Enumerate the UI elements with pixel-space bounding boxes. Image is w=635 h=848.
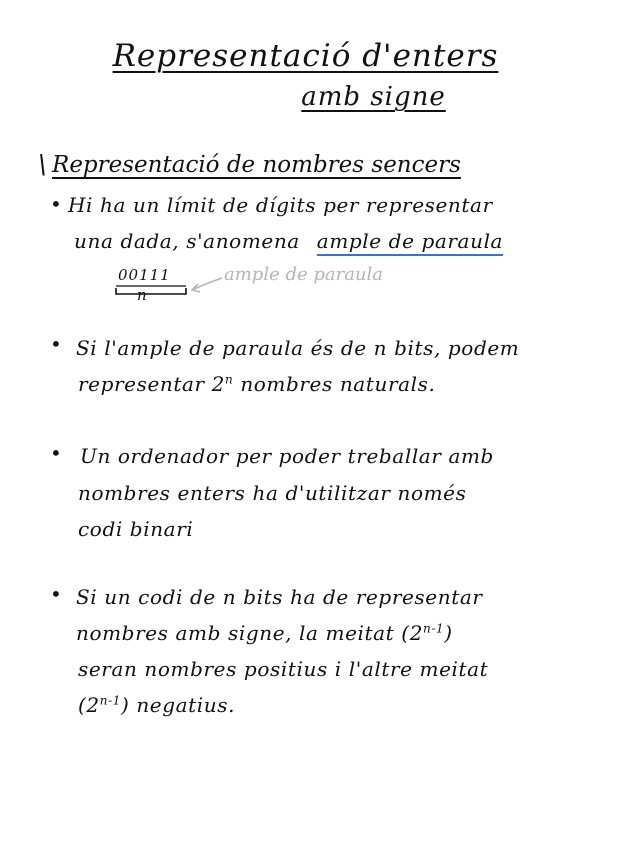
word-width-diagram bbox=[110, 264, 430, 314]
bullet-4-line-4 bbox=[78, 693, 235, 717]
bullet-3-line-3: codi binari bbox=[78, 517, 194, 541]
bullet-3-line-2: nombres enters ha d'utilitzar només bbox=[78, 481, 467, 505]
power-base: 2 bbox=[409, 621, 424, 645]
bullet-4-line-2-start: nombres amb signe, la meitat ( bbox=[76, 621, 410, 645]
power-base: 2 bbox=[211, 372, 225, 396]
bullet-1-line-2-text: una dada, s'anomena bbox=[74, 229, 300, 253]
bullet-dot: • bbox=[50, 332, 62, 356]
bullet-2-line-1: Si l'ample de paraula és de n bits, podem bbox=[76, 336, 520, 360]
bit-string: 00111 bbox=[118, 266, 171, 284]
word-width-term: ample de paraula bbox=[316, 229, 504, 253]
bullet-dot: • bbox=[50, 441, 62, 465]
page-subtitle bbox=[56, 82, 635, 112]
n-label: n bbox=[137, 286, 147, 304]
bullet-4-line-3: seran nombres positius i l'altre meitat bbox=[78, 657, 489, 681]
bullet-dot: • bbox=[50, 192, 62, 216]
section-bracket: \ bbox=[38, 150, 47, 180]
power-exponent: n-1 bbox=[99, 693, 121, 708]
bullet-dot: • bbox=[50, 582, 62, 606]
bullet-4-line-2-end: ) bbox=[444, 621, 453, 645]
power-expression bbox=[212, 372, 241, 396]
title-line-1: Representació d'enters bbox=[112, 38, 499, 74]
bullet-2-line-2-end: nombres naturals. bbox=[240, 372, 436, 396]
word-width-annotation: ample de paraula bbox=[224, 264, 384, 285]
bullet-4-line-4-start: ( bbox=[78, 693, 87, 717]
power-base: 2 bbox=[86, 693, 100, 717]
bullet-4-line-4-end: ) negatius. bbox=[120, 693, 236, 717]
bullet-2-line-2 bbox=[78, 372, 435, 396]
power-exponent: n-1 bbox=[423, 621, 445, 636]
bullet-1-line-2 bbox=[74, 229, 503, 253]
page-title bbox=[0, 38, 623, 74]
bullet-4-line-2 bbox=[76, 621, 453, 645]
bullet-4-line-1: Si un codi de n bits ha de representar bbox=[76, 585, 483, 609]
bullet-3-line-1: Un ordenador per poder treballar amb bbox=[80, 444, 494, 468]
bullet-2-line-2-start: representar bbox=[78, 372, 205, 396]
bullet-1-line-1: Hi ha un límit de dígits per representar bbox=[68, 193, 493, 217]
title-line-2: amb signe bbox=[301, 82, 446, 112]
power-exponent: n bbox=[225, 372, 234, 387]
section-heading: Representació de nombres sencers bbox=[52, 152, 461, 178]
